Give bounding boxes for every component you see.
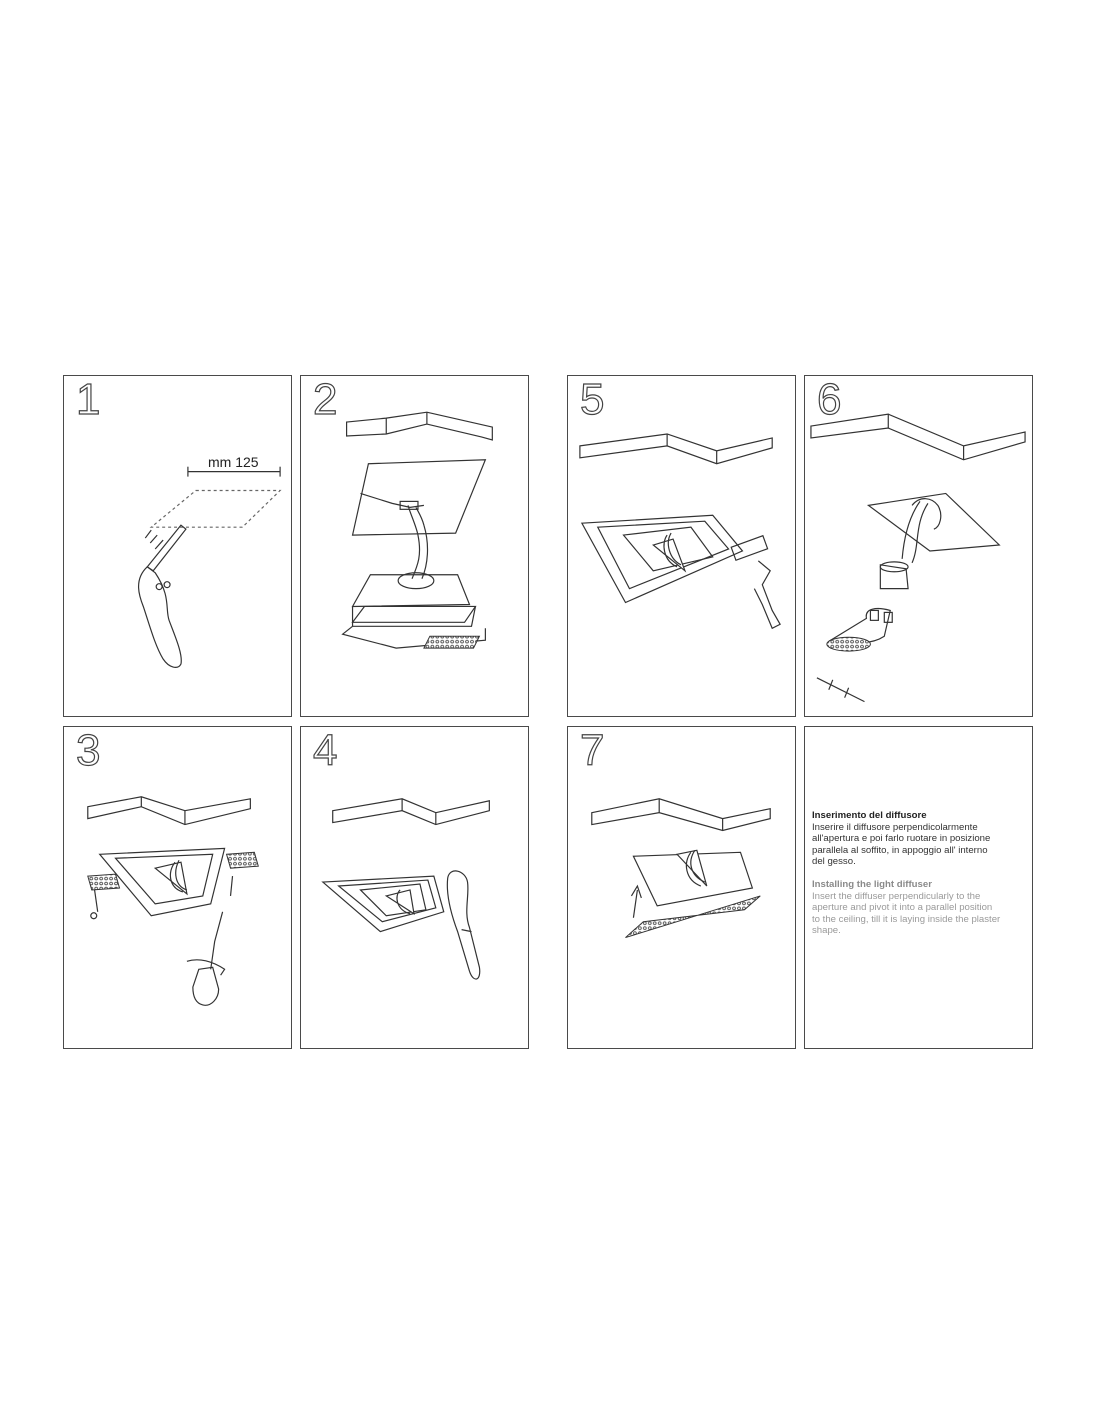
step-2-panel	[300, 375, 529, 717]
italian-title: Inserimento del diffusore	[812, 810, 927, 821]
step-number: 5	[580, 375, 605, 424]
step-5-panel	[567, 375, 796, 717]
italian-line: parallela al soffito, in appoggio all' interno	[812, 844, 988, 856]
english-line: to the ceiling, till it is laying inside the plaster	[812, 913, 1001, 925]
english-title: Installing the light diffuser	[812, 878, 932, 890]
italian-line: Inserire il diffusore perpendicolarmente	[812, 821, 978, 833]
plastering-illustration	[301, 727, 528, 1048]
screw-fixing-illustration	[64, 727, 291, 1048]
english-line: aperture and pivot it into a parallel position	[812, 902, 993, 914]
lamp-connection-illustration	[805, 376, 1032, 716]
step-number: 7	[580, 726, 605, 775]
step-4-panel	[300, 726, 529, 1049]
saw-cutting-illustration	[64, 376, 291, 716]
english-line: Insert the diffuser perpendicularly to the	[812, 890, 981, 902]
english-line: shape.	[812, 925, 841, 937]
step-number: 3	[76, 726, 101, 775]
step-3-panel	[63, 726, 292, 1049]
step-number: 2	[313, 375, 338, 424]
italian-body	[812, 822, 1033, 868]
step-6-panel	[804, 375, 1033, 717]
wiring-housing-illustration	[301, 376, 528, 716]
english-body	[812, 891, 1033, 937]
step-number: 1	[76, 375, 101, 424]
painting-illustration	[568, 376, 795, 716]
instructions-text	[812, 810, 1033, 937]
italian-line: del gesso.	[812, 856, 856, 868]
cut-size-label: mm 125	[208, 454, 259, 470]
step-1-panel	[63, 375, 292, 717]
diffuser-insertion-illustration	[568, 727, 795, 1048]
step-number: 4	[313, 726, 338, 775]
step-number: 6	[817, 375, 842, 424]
italian-line: all'apertura e poi farlo ruotare in posizione	[812, 833, 991, 845]
instructions-panel	[804, 726, 1033, 1049]
step-7-panel	[567, 726, 796, 1049]
